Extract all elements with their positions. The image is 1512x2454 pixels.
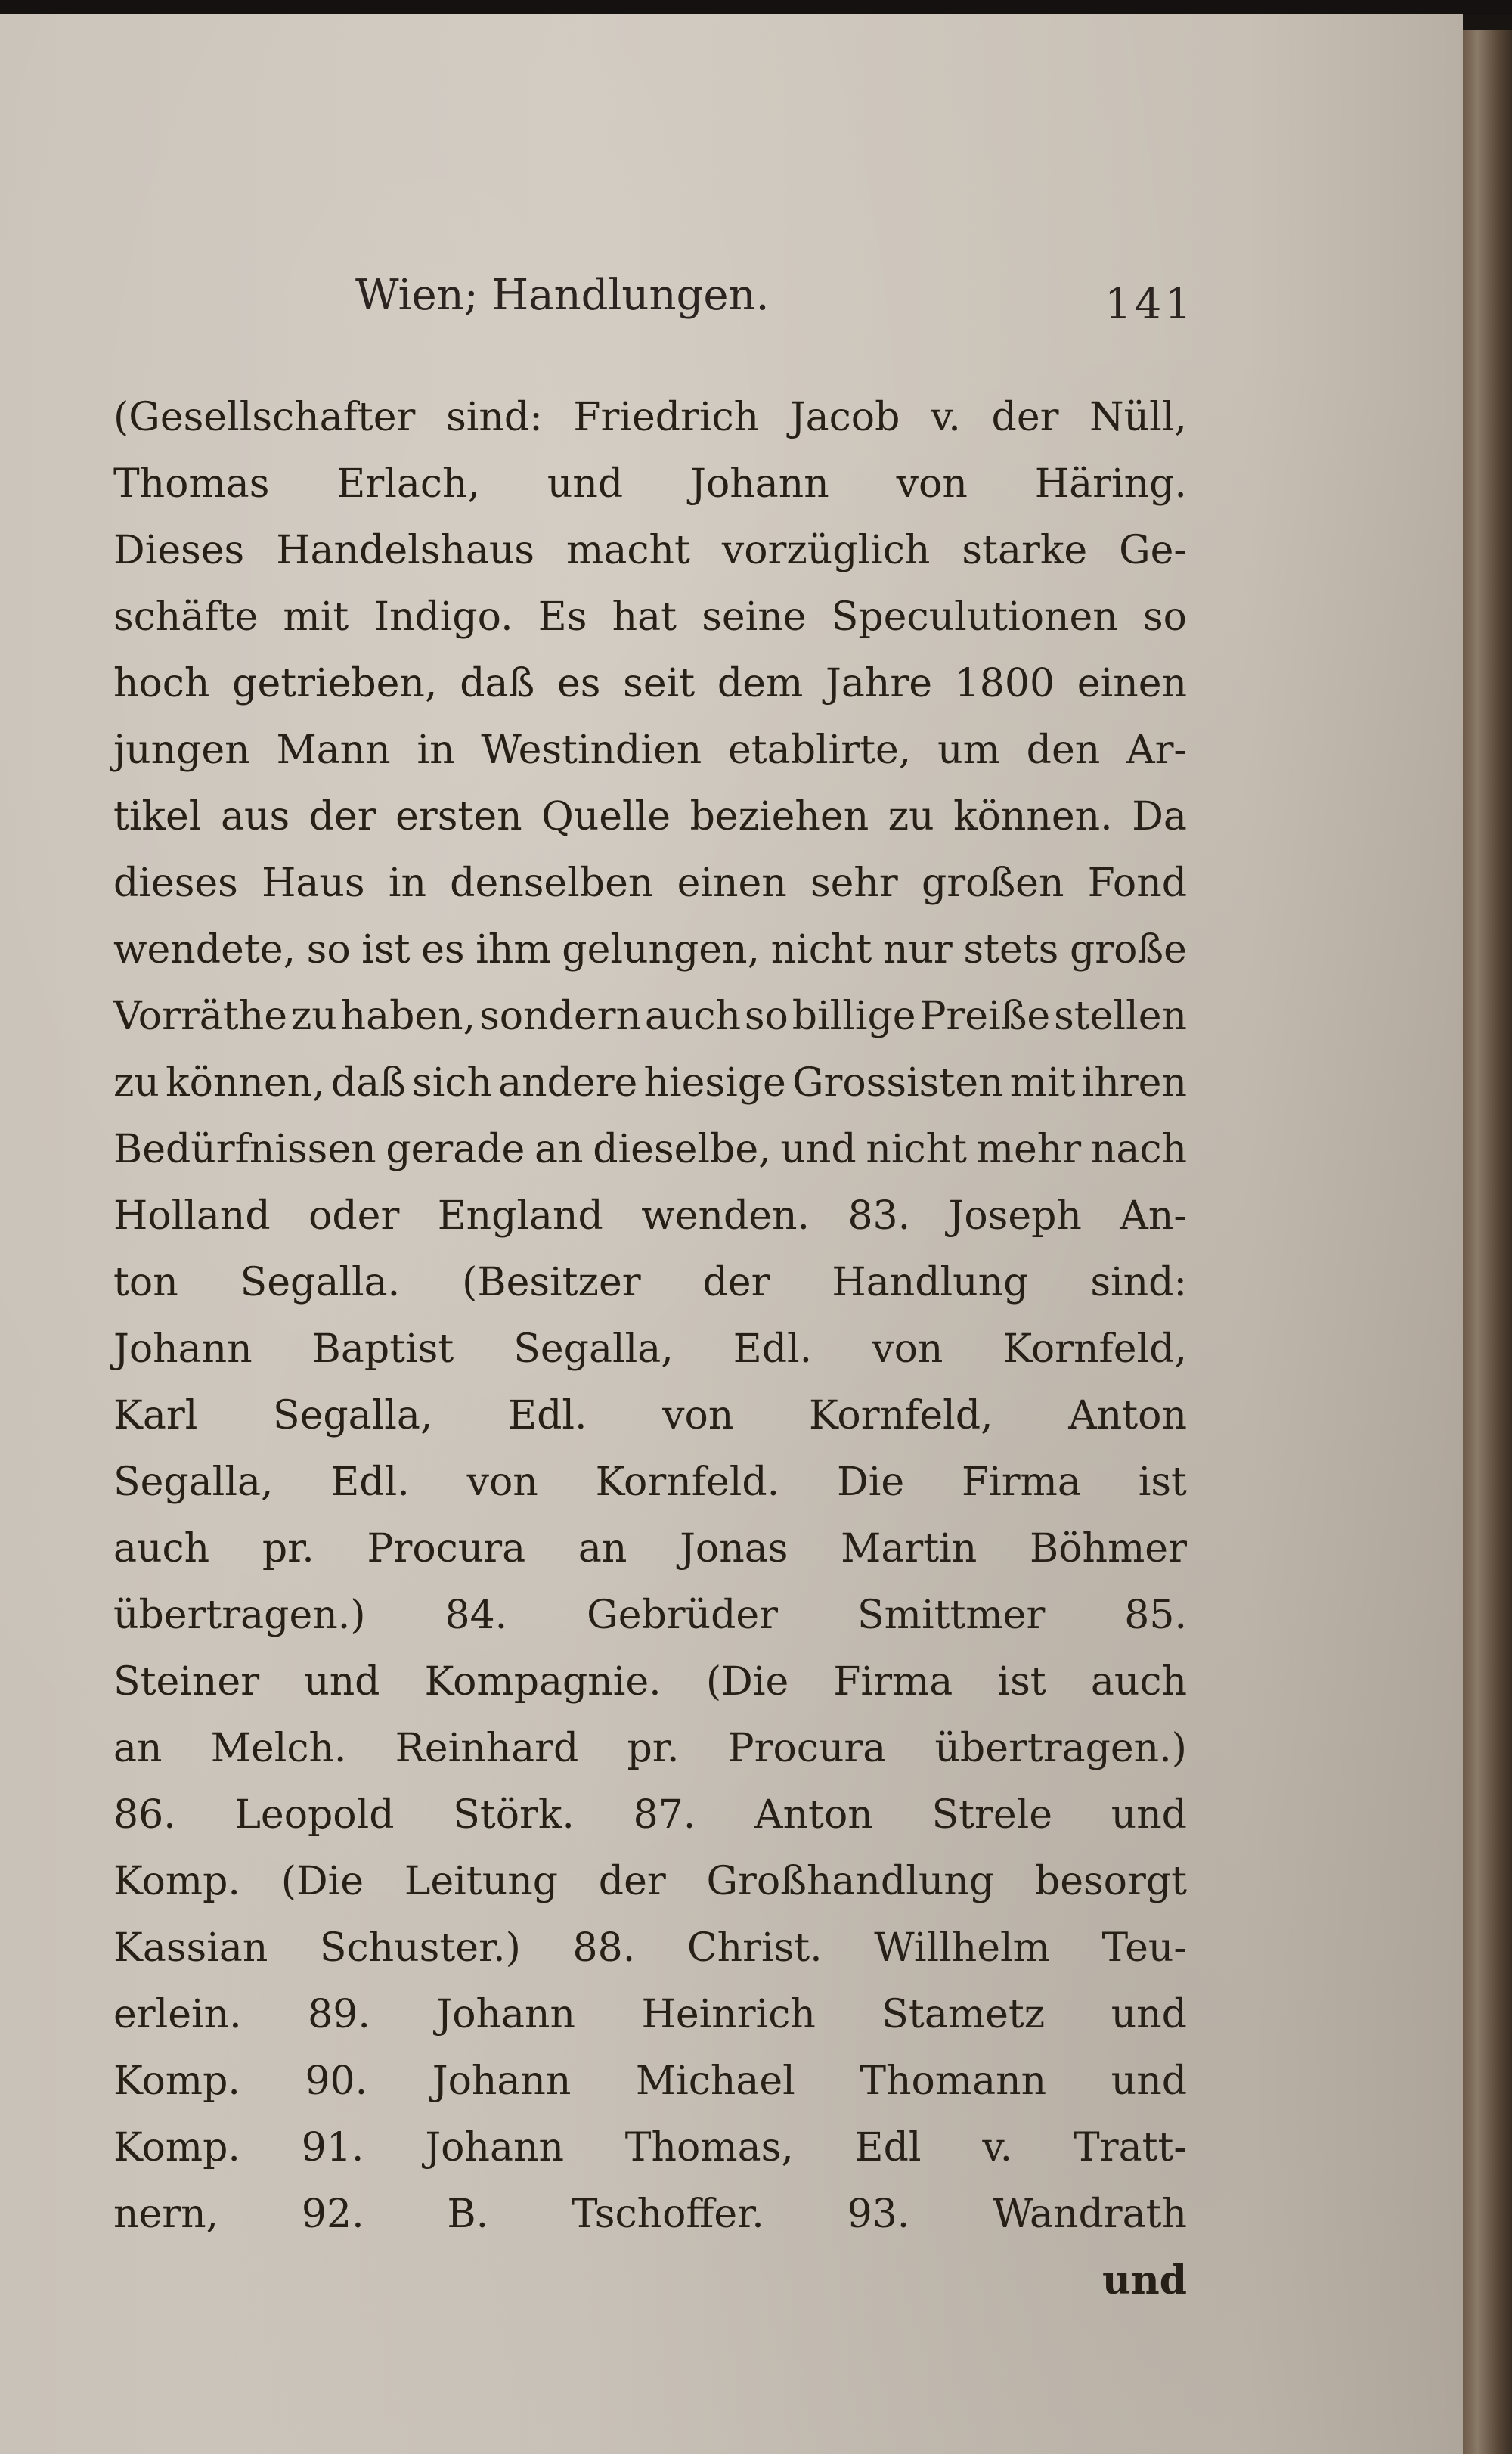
text-word: 84. bbox=[445, 1593, 508, 1638]
text-word: von bbox=[896, 461, 968, 507]
text-word: stets bbox=[963, 927, 1059, 973]
text-word: Kornfeld, bbox=[808, 1393, 993, 1438]
text-word: denselben bbox=[450, 861, 654, 906]
text-word: ist bbox=[997, 1659, 1046, 1705]
text-word: Quelle bbox=[541, 794, 671, 839]
text-word: und bbox=[1111, 2058, 1187, 2104]
text-word: Strele bbox=[931, 1792, 1053, 1838]
text-word: erlein. bbox=[113, 1992, 242, 2037]
text-word: Haus bbox=[262, 861, 365, 906]
text-word: Tschoffer. bbox=[571, 2192, 764, 2237]
text-word: seit bbox=[623, 661, 696, 706]
text-word: einen bbox=[677, 861, 787, 906]
text-word: Dieses bbox=[113, 528, 245, 573]
text-line bbox=[113, 650, 1187, 717]
text-word: Johann bbox=[432, 2058, 572, 2104]
scan-top-border bbox=[0, 0, 1512, 15]
text-word: Kassian bbox=[113, 1925, 268, 1971]
text-word: Johann bbox=[436, 1992, 575, 2037]
text-line bbox=[113, 1582, 1187, 1649]
text-word: so bbox=[744, 994, 789, 1039]
text-word: Stametz bbox=[881, 1992, 1046, 2037]
text-line bbox=[113, 783, 1187, 850]
text-word: Segalla. bbox=[240, 1260, 401, 1305]
text-word: schäfte bbox=[113, 594, 259, 640]
text-line bbox=[113, 2114, 1187, 2181]
text-word: ihren bbox=[1081, 1060, 1187, 1106]
text-word: Es bbox=[538, 594, 587, 640]
text-word: sich bbox=[412, 1060, 492, 1106]
text-word: Edl bbox=[854, 2125, 922, 2170]
text-word: tikel bbox=[113, 794, 202, 839]
text-word: Störk. bbox=[453, 1792, 575, 1838]
text-word: Gebrüder bbox=[587, 1593, 779, 1638]
text-word: Karl bbox=[113, 1393, 198, 1438]
text-word: ihm bbox=[476, 927, 551, 973]
text-word: große bbox=[1069, 927, 1187, 973]
text-line bbox=[113, 717, 1187, 783]
text-word: auch bbox=[113, 1526, 210, 1571]
text-word: der bbox=[702, 1260, 770, 1305]
text-word: Firma bbox=[961, 1460, 1081, 1505]
text-line bbox=[113, 1782, 1187, 1848]
text-word: Fond bbox=[1087, 861, 1187, 906]
text-word: (Gesellschafter bbox=[113, 395, 416, 440]
text-word: An- bbox=[1120, 1193, 1187, 1239]
text-line bbox=[113, 1848, 1187, 1915]
text-word: an bbox=[578, 1526, 627, 1571]
text-word: Johann bbox=[690, 461, 829, 507]
text-word: 93. bbox=[847, 2192, 910, 2237]
text-word: Johann bbox=[113, 1326, 253, 1372]
text-word: Leitung bbox=[404, 1859, 558, 1904]
text-word: v. bbox=[931, 395, 961, 440]
text-word: an bbox=[113, 1726, 163, 1771]
text-word: hat bbox=[612, 594, 677, 640]
text-word: es bbox=[421, 927, 465, 973]
text-word: Vorräthe bbox=[113, 994, 287, 1039]
text-word: macht bbox=[566, 528, 690, 573]
text-word: Holland bbox=[113, 1193, 271, 1239]
text-word: sondern bbox=[479, 994, 641, 1039]
page-edge bbox=[1463, 30, 1512, 2454]
text-word: 92. bbox=[301, 2192, 364, 2237]
text-line bbox=[113, 2181, 1187, 2248]
text-word: sind: bbox=[1090, 1260, 1187, 1305]
text-word: 90. bbox=[305, 2058, 368, 2104]
text-word: der bbox=[991, 395, 1059, 440]
text-word: zu bbox=[113, 1060, 160, 1106]
page-number: 141 bbox=[1105, 280, 1194, 329]
text-word: Jonas bbox=[680, 1526, 789, 1571]
text-word: Edl. bbox=[508, 1393, 587, 1438]
text-word: billige bbox=[792, 994, 916, 1039]
text-word: daß bbox=[330, 1060, 406, 1106]
text-word: an bbox=[534, 1127, 584, 1172]
text-line bbox=[113, 1249, 1187, 1316]
text-word: und bbox=[547, 461, 624, 507]
text-word: 83. bbox=[847, 1193, 911, 1239]
text-word: und bbox=[780, 1127, 857, 1172]
text-word: ist bbox=[361, 927, 411, 973]
text-word: wendete, bbox=[113, 927, 296, 973]
text-word: Tratt- bbox=[1074, 2125, 1187, 2170]
text-word: starke bbox=[962, 528, 1088, 573]
text-word: Kornfeld. bbox=[595, 1460, 780, 1505]
text-word: Komp. bbox=[113, 2058, 240, 2104]
text-word: der bbox=[308, 794, 376, 839]
text-line bbox=[113, 1050, 1187, 1116]
text-word: jungen bbox=[113, 728, 250, 773]
text-line bbox=[113, 1449, 1187, 1516]
text-word: Martin bbox=[841, 1526, 978, 1571]
text-word: Smittmer bbox=[857, 1593, 1046, 1638]
text-word: Jacob bbox=[789, 395, 900, 440]
text-word: seine bbox=[702, 594, 807, 640]
text-word: Komp. bbox=[113, 2125, 240, 2170]
text-word: Speculutionen bbox=[831, 594, 1118, 640]
text-word: Wandrath bbox=[993, 2192, 1187, 2237]
text-word: und bbox=[1111, 1792, 1187, 1838]
text-word: Da bbox=[1132, 794, 1187, 839]
text-word: von bbox=[662, 1393, 734, 1438]
text-line bbox=[113, 1382, 1187, 1449]
text-word: hoch bbox=[113, 661, 210, 706]
text-word: nach bbox=[1090, 1127, 1187, 1172]
text-word: mit bbox=[1009, 1060, 1076, 1106]
text-word: auch bbox=[1090, 1659, 1187, 1705]
text-word: Grossisten bbox=[792, 1060, 1004, 1106]
text-word: übertragen.) bbox=[113, 1593, 366, 1638]
text-word: beziehen bbox=[689, 794, 869, 839]
text-word: 87. bbox=[633, 1792, 696, 1838]
text-word: großen bbox=[922, 861, 1064, 906]
text-word: von bbox=[872, 1326, 943, 1372]
text-word: Böhmer bbox=[1029, 1526, 1187, 1571]
text-word: können, bbox=[166, 1060, 325, 1106]
page-header bbox=[355, 271, 1194, 339]
text-word: Häring. bbox=[1034, 461, 1187, 507]
text-word: in bbox=[388, 861, 426, 906]
text-word: dieselbe, bbox=[593, 1127, 771, 1172]
text-word: aus bbox=[220, 794, 290, 839]
text-word: haben, bbox=[340, 994, 476, 1039]
text-word: Friedrich bbox=[573, 395, 760, 440]
book-page bbox=[0, 14, 1463, 2454]
text-word: Anton bbox=[1068, 1393, 1187, 1438]
text-line bbox=[113, 384, 1187, 451]
text-line bbox=[113, 1981, 1187, 2048]
text-word: zu bbox=[290, 994, 337, 1039]
text-word: wenden. bbox=[641, 1193, 810, 1239]
text-word: andere bbox=[498, 1060, 638, 1106]
text-word: ton bbox=[113, 1260, 178, 1305]
running-head: Wien; Handlungen. bbox=[355, 271, 770, 320]
text-word: Kornfeld, bbox=[1002, 1326, 1187, 1372]
text-word: können. bbox=[953, 794, 1113, 839]
text-word: mehr bbox=[976, 1127, 1082, 1172]
text-word: Preiße bbox=[919, 994, 1051, 1039]
text-word: sehr bbox=[810, 861, 898, 906]
text-word: ersten bbox=[395, 794, 522, 839]
text-line bbox=[113, 917, 1187, 983]
text-line bbox=[113, 1649, 1187, 1715]
text-word: besorgt bbox=[1034, 1859, 1187, 1904]
text-line bbox=[113, 517, 1187, 584]
text-word: Teu- bbox=[1101, 1925, 1187, 1971]
text-word: pr. bbox=[262, 1526, 314, 1571]
text-word: Thomas, bbox=[624, 2125, 794, 2170]
text-word: Steiner bbox=[113, 1659, 260, 1705]
text-word: in bbox=[417, 728, 455, 773]
text-line bbox=[113, 1715, 1187, 1782]
text-word: Jahre bbox=[826, 661, 932, 706]
text-word: gerade bbox=[386, 1127, 525, 1172]
text-word: (Besitzer bbox=[462, 1260, 641, 1305]
text-word: dem bbox=[717, 661, 804, 706]
text-word: (Die bbox=[705, 1659, 789, 1705]
text-word: nur bbox=[882, 927, 953, 973]
text-word: einen bbox=[1077, 661, 1187, 706]
text-word: etablirte, bbox=[728, 728, 912, 773]
text-line bbox=[113, 1915, 1187, 1981]
text-word: Procura bbox=[727, 1726, 887, 1771]
text-word: Firma bbox=[833, 1659, 953, 1705]
text-word: auch bbox=[644, 994, 741, 1039]
text-word: hiesige bbox=[643, 1060, 786, 1106]
text-word: daß bbox=[460, 661, 535, 706]
text-word: Kompagnie. bbox=[424, 1659, 662, 1705]
text-word: getrieben, bbox=[232, 661, 438, 706]
text-word: Thomann bbox=[860, 2058, 1047, 2104]
text-word: 86. bbox=[113, 1792, 176, 1838]
text-word: Christ. bbox=[686, 1925, 823, 1971]
text-word: Heinrich bbox=[641, 1992, 816, 2037]
text-word: Segalla, bbox=[272, 1393, 433, 1438]
text-line bbox=[113, 1516, 1187, 1582]
text-word: Großhandlung bbox=[706, 1859, 995, 1904]
text-word: 88. bbox=[572, 1925, 636, 1971]
text-word: Melch. bbox=[210, 1726, 347, 1771]
text-word: Reinhard bbox=[395, 1726, 579, 1771]
text-word: den bbox=[1026, 728, 1101, 773]
text-line bbox=[113, 1116, 1187, 1183]
text-word: Willhelm bbox=[874, 1925, 1050, 1971]
text-word: um bbox=[937, 728, 1000, 773]
text-word: Schuster.) bbox=[319, 1925, 521, 1971]
text-word: Thomas bbox=[113, 461, 270, 507]
text-word: Ge- bbox=[1119, 528, 1187, 573]
text-word: Mann bbox=[276, 728, 391, 773]
text-word: stellen bbox=[1054, 994, 1187, 1039]
text-line bbox=[113, 451, 1187, 517]
text-word: so bbox=[306, 927, 351, 973]
text-word: Leopold bbox=[234, 1792, 395, 1838]
text-word: Erlach, bbox=[336, 461, 480, 507]
text-word: ist bbox=[1138, 1460, 1187, 1505]
text-word: Johann bbox=[425, 2125, 564, 2170]
text-line bbox=[113, 2048, 1187, 2114]
text-word: es bbox=[556, 661, 601, 706]
text-word: mit bbox=[283, 594, 349, 640]
text-word: Komp. bbox=[113, 1859, 240, 1904]
text-word: 85. bbox=[1124, 1593, 1187, 1638]
text-word: der bbox=[598, 1859, 666, 1904]
text-word: nern, bbox=[113, 2192, 219, 2237]
text-word: übertragen.) bbox=[934, 1726, 1187, 1771]
catchword: und bbox=[1102, 2257, 1187, 2304]
text-word: Westindien bbox=[481, 728, 702, 773]
text-word: 89. bbox=[308, 1992, 370, 2037]
text-word: Michael bbox=[635, 2058, 795, 2104]
text-line bbox=[113, 1183, 1187, 1249]
text-word: so bbox=[1142, 594, 1187, 640]
text-word: dieses bbox=[113, 861, 238, 906]
text-word: Segalla, bbox=[113, 1460, 274, 1505]
text-word: gelungen, bbox=[562, 927, 761, 973]
text-word: von bbox=[466, 1460, 538, 1505]
text-word: und bbox=[304, 1659, 380, 1705]
text-word: oder bbox=[308, 1193, 400, 1239]
text-line bbox=[113, 850, 1187, 917]
text-word: 1800 bbox=[954, 661, 1055, 706]
text-word: Edl. bbox=[733, 1326, 813, 1372]
text-word: Edl. bbox=[330, 1460, 410, 1505]
text-word: 91. bbox=[301, 2125, 364, 2170]
text-word: zu bbox=[888, 794, 934, 839]
text-word: Ar- bbox=[1126, 728, 1187, 773]
text-word: Joseph bbox=[948, 1193, 1082, 1239]
text-word: Die bbox=[837, 1460, 905, 1505]
text-word: nicht bbox=[770, 927, 872, 973]
text-word: und bbox=[1111, 1992, 1187, 2037]
text-word: nicht bbox=[866, 1127, 967, 1172]
text-word: Indigo. bbox=[373, 594, 513, 640]
text-word: England bbox=[437, 1193, 603, 1239]
text-word: Anton bbox=[754, 1792, 873, 1838]
text-word: vorzüglich bbox=[721, 528, 931, 573]
text-line bbox=[113, 1316, 1187, 1382]
text-word: v. bbox=[982, 2125, 1013, 2170]
text-word: Handlung bbox=[832, 1260, 1029, 1305]
text-word: Procura bbox=[367, 1526, 526, 1571]
text-word: pr. bbox=[627, 1726, 680, 1771]
text-word: B. bbox=[447, 2192, 489, 2237]
text-word: Bedürfnissen bbox=[113, 1127, 376, 1172]
text-word: Handelshaus bbox=[276, 528, 535, 573]
body-text bbox=[113, 384, 1187, 2314]
text-word: Nüll, bbox=[1089, 395, 1187, 440]
text-word: sind: bbox=[446, 395, 543, 440]
text-word: (Die bbox=[280, 1859, 364, 1904]
text-word: Segalla, bbox=[513, 1326, 674, 1372]
text-line bbox=[113, 983, 1187, 1050]
text-line bbox=[113, 584, 1187, 650]
text-word: Baptist bbox=[311, 1326, 454, 1372]
